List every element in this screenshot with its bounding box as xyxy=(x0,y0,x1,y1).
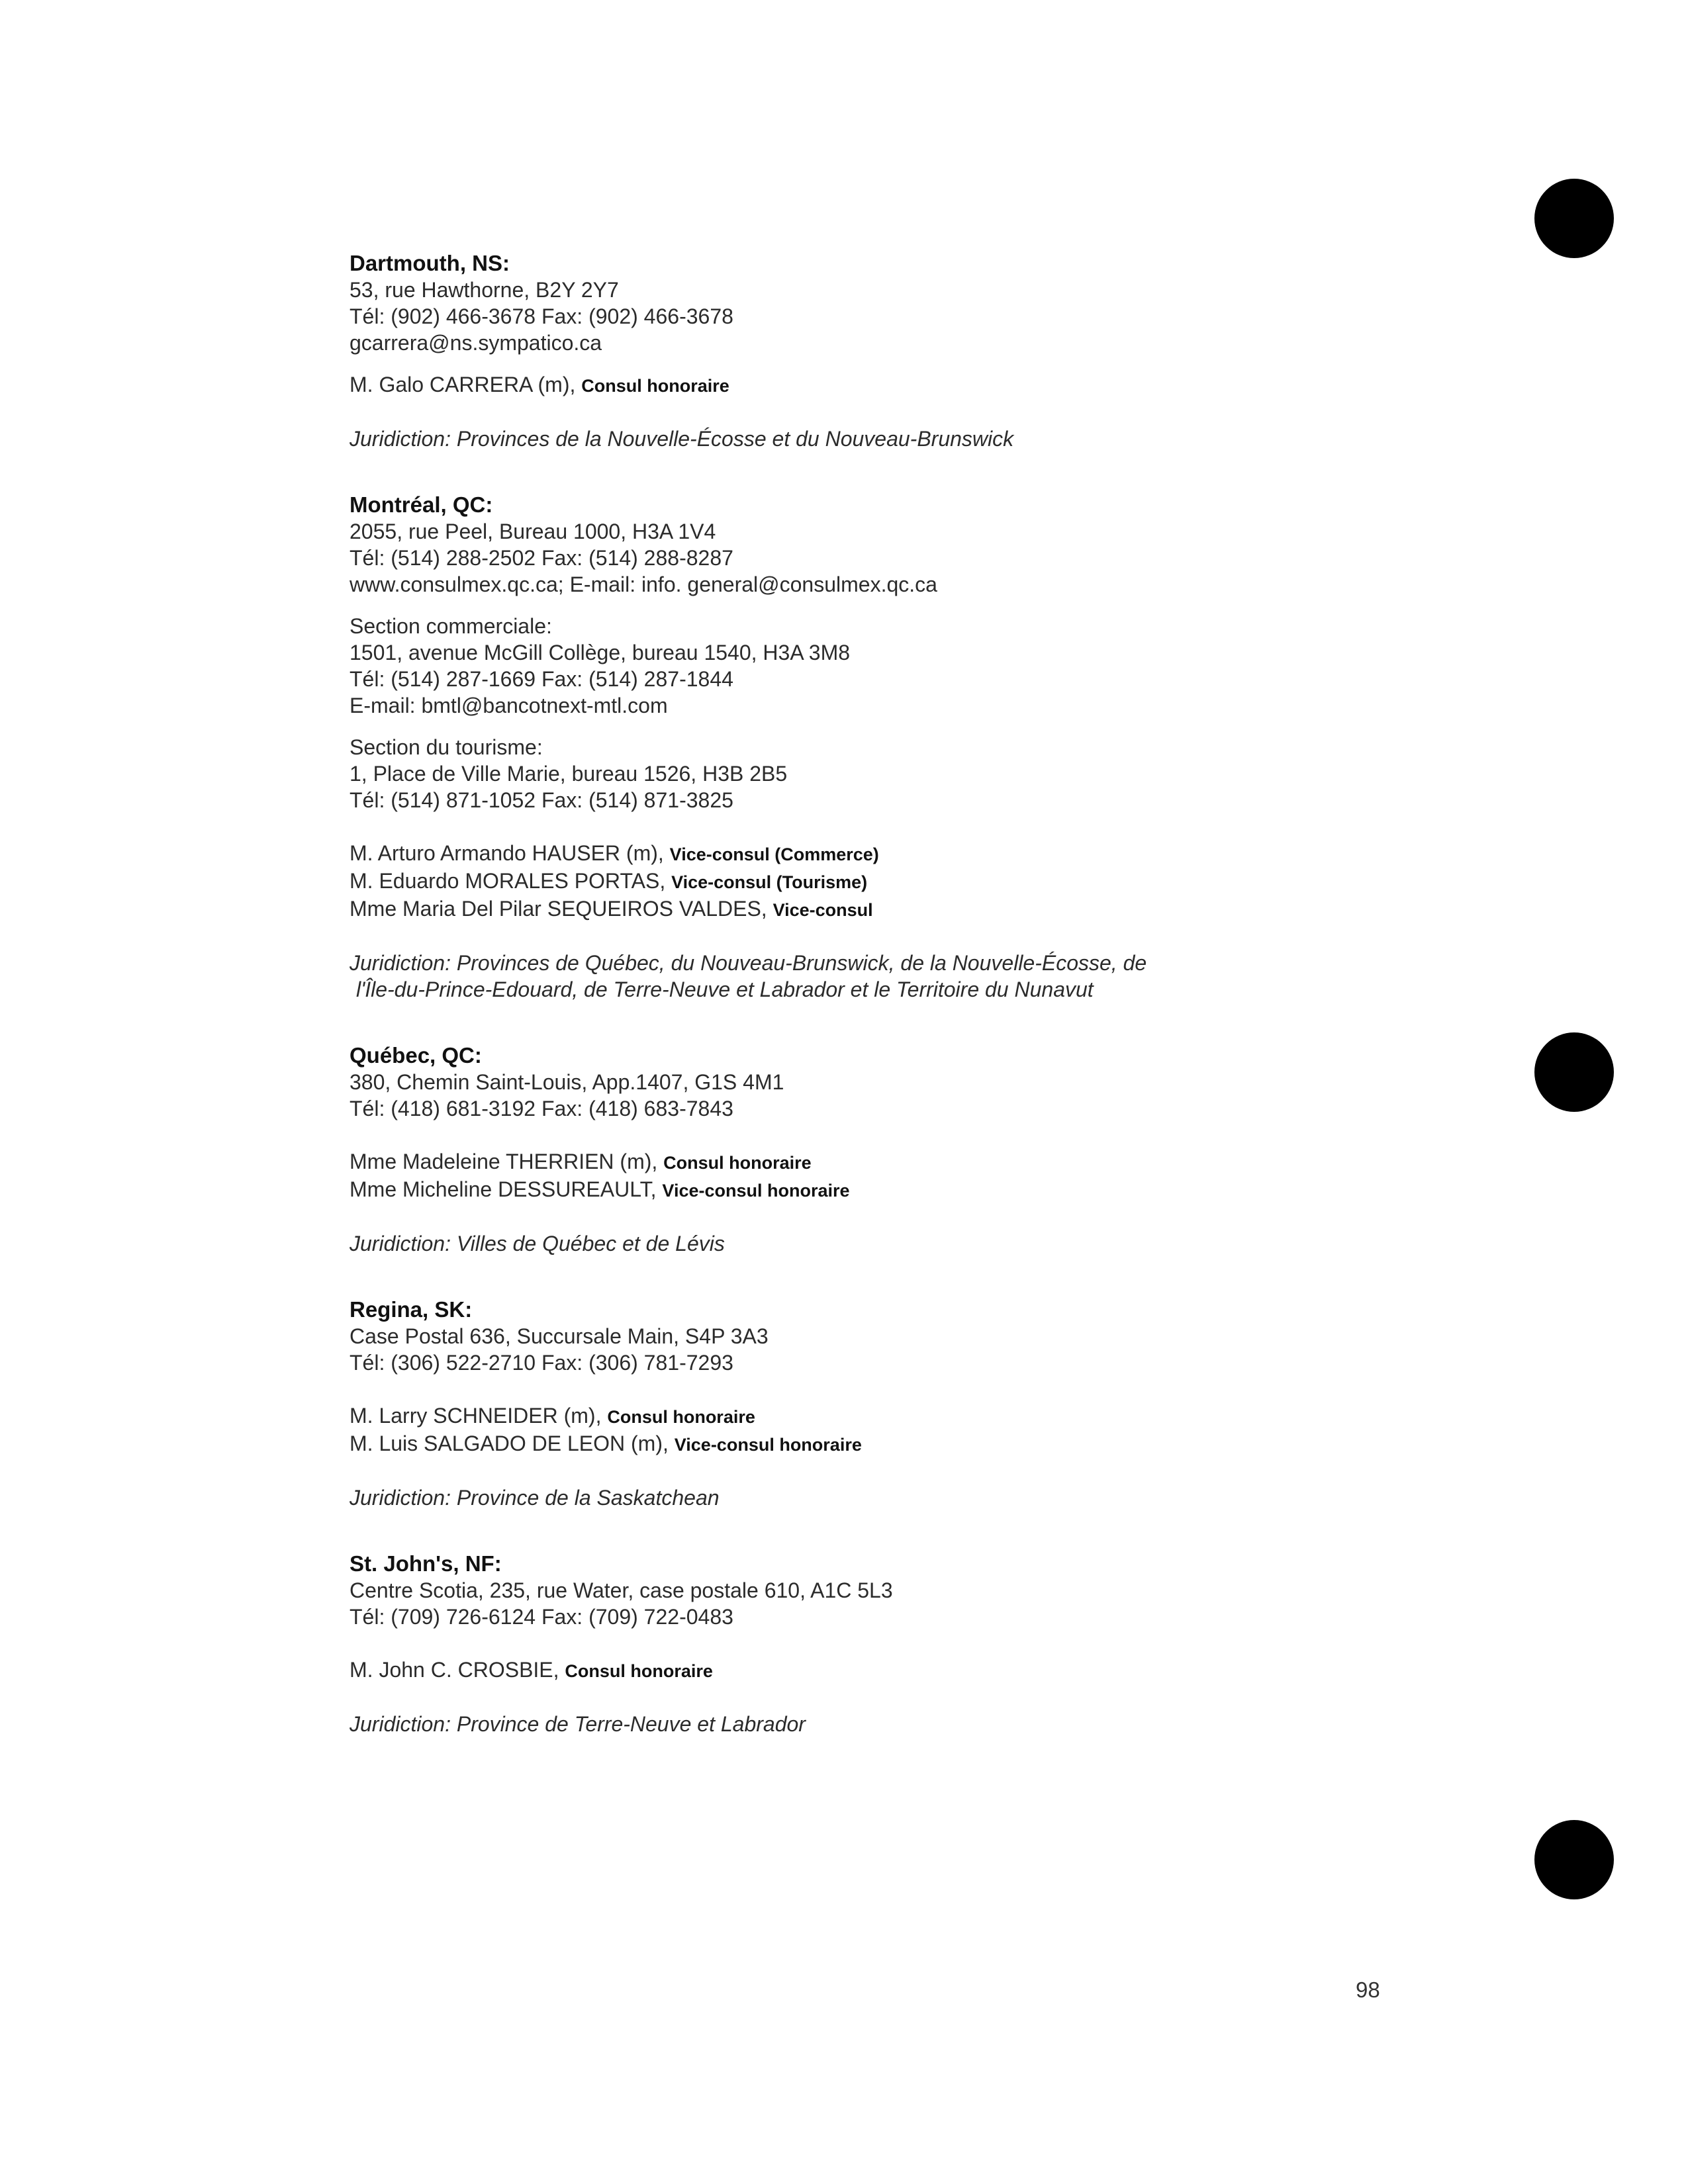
address-block xyxy=(350,518,1475,598)
section-heading: Dartmouth, NS: xyxy=(350,251,510,275)
official-name: M. Larry SCHNEIDER (m), xyxy=(350,1404,608,1428)
consulate-section xyxy=(350,1042,1475,1257)
address-line: Section du tourisme: xyxy=(350,735,543,759)
official-title: Consul honoraire xyxy=(663,1153,812,1173)
address-line: Case Postal 636, Succursale Main, S4P 3A3 xyxy=(350,1324,769,1348)
official-entry xyxy=(350,371,1475,399)
address-line: Tél: (514) 287-1669 Fax: (514) 287-1844 xyxy=(350,667,733,691)
jurisdiction-text: Juridiction: Provinces de la Nouvelle-Écosse et du Nouveau-Brunswick xyxy=(350,427,1014,451)
official-name: M. Arturo Armando HAUSER (m), xyxy=(350,841,670,865)
official-name: M. John C. CROSBIE, xyxy=(350,1658,565,1682)
section-heading: St. John's, NF: xyxy=(350,1551,502,1576)
spacer xyxy=(350,1122,1475,1148)
section-heading: Montréal, QC: xyxy=(350,492,493,517)
spacer xyxy=(350,719,1475,734)
address-block xyxy=(350,1577,1475,1630)
jurisdiction-text: l'Île-du-Prince-Edouard, de Terre-Neuve et Labrador et le Territoire du Nunavut xyxy=(356,978,1094,1001)
jurisdiction-text: Juridiction: Province de la Saskatchean xyxy=(350,1486,720,1510)
address-line: Centre Scotia, 235, rue Water, case postale 610, A1C 5L3 xyxy=(350,1578,893,1602)
official-title: Vice-consul xyxy=(773,900,873,920)
official-entry xyxy=(350,840,1475,868)
spacer xyxy=(350,1511,1475,1551)
official-entry xyxy=(350,868,1475,895)
spacer xyxy=(350,923,1475,950)
address-line: Tél: (418) 681-3192 Fax: (418) 683-7843 xyxy=(350,1097,733,1120)
official-entry xyxy=(350,1176,1475,1204)
consulate-section xyxy=(350,1551,1475,1737)
page-number: 98 xyxy=(1356,1978,1380,2002)
consulate-section xyxy=(350,250,1475,452)
punch-hole-top xyxy=(1534,179,1614,258)
official-entry xyxy=(350,1148,1475,1176)
section-heading: Regina, SK: xyxy=(350,1297,473,1322)
spacer xyxy=(350,1630,1475,1657)
address-line: Tél: (709) 726-6124 Fax: (709) 722-0483 xyxy=(350,1605,733,1629)
address-line: 2055, rue Peel, Bureau 1000, H3A 1V4 xyxy=(350,520,716,543)
spacer xyxy=(350,813,1475,840)
address-block xyxy=(350,734,1475,813)
official-title: Consul honoraire xyxy=(581,376,729,396)
official-title: Consul honoraire xyxy=(607,1407,755,1427)
jurisdiction-text: Juridiction: Villes de Québec et de Lévis xyxy=(350,1232,725,1255)
contact-line: gcarrera@ns.sympatico.ca xyxy=(350,331,602,355)
official-entry xyxy=(350,1430,1475,1458)
address-line: Section commerciale: xyxy=(350,614,552,638)
spacer xyxy=(350,1204,1475,1230)
section-heading: Québec, QC: xyxy=(350,1043,482,1068)
official-title: Vice-consul (Commerce) xyxy=(669,844,879,864)
spacer xyxy=(350,1458,1475,1484)
address-block xyxy=(350,1069,1475,1122)
address-line: 1501, avenue McGill Collège, bureau 1540, H3A 3M8 xyxy=(350,641,851,664)
official-title: Vice-consul honoraire xyxy=(674,1435,862,1455)
official-title: Vice-consul honoraire xyxy=(662,1181,850,1201)
consulate-section xyxy=(350,1297,1475,1511)
address-line: Tél: (514) 288-2502 Fax: (514) 288-8287 xyxy=(350,546,733,570)
contact-line: E-mail: bmtl@bancotnext-mtl.com xyxy=(350,694,668,717)
spacer xyxy=(350,598,1475,613)
official-name: Mme Maria Del Pilar SEQUEIROS VALDES, xyxy=(350,897,773,921)
address-line: 53, rue Hawthorne, B2Y 2Y7 xyxy=(350,278,619,302)
address-block xyxy=(350,1323,1475,1376)
official-title: Consul honoraire xyxy=(565,1661,713,1681)
spacer xyxy=(350,356,1475,371)
address-line: Tél: (514) 871-1052 Fax: (514) 871-3825 xyxy=(350,788,733,812)
official-name: M. Galo CARRERA (m), xyxy=(350,373,582,396)
address-line: 1, Place de Ville Marie, bureau 1526, H3B 2B5 xyxy=(350,762,788,786)
official-entry xyxy=(350,1402,1475,1430)
address-line: Tél: (902) 466-3678 Fax: (902) 466-3678 xyxy=(350,304,733,328)
consulate-section xyxy=(350,492,1475,1003)
spacer xyxy=(350,1003,1475,1042)
jurisdiction-text: Juridiction: Province de Terre-Neuve et Labrador xyxy=(350,1712,806,1736)
official-name: Mme Madeleine THERRIEN (m), xyxy=(350,1150,664,1173)
spacer xyxy=(350,1376,1475,1402)
spacer xyxy=(350,1684,1475,1711)
official-name: M. Luis SALGADO DE LEON (m), xyxy=(350,1432,675,1455)
spacer xyxy=(350,399,1475,426)
spacer xyxy=(350,1257,1475,1297)
contact-line: www.consulmex.qc.ca; E-mail: info. general@consulmex.qc.ca xyxy=(350,572,937,596)
official-entry xyxy=(350,1657,1475,1684)
address-block xyxy=(350,613,1475,719)
official-name: Mme Micheline DESSUREAULT, xyxy=(350,1177,663,1201)
punch-hole-bottom xyxy=(1534,1820,1614,1899)
directory-content xyxy=(350,250,1475,1737)
spacer xyxy=(350,452,1475,492)
official-title: Vice-consul (Tourisme) xyxy=(671,872,868,892)
address-line: Tél: (306) 522-2710 Fax: (306) 781-7293 xyxy=(350,1351,733,1375)
official-name: M. Eduardo MORALES PORTAS, xyxy=(350,869,672,893)
punch-hole-middle xyxy=(1534,1032,1614,1112)
address-line: 380, Chemin Saint-Louis, App.1407, G1S 4M1 xyxy=(350,1070,784,1094)
address-block xyxy=(350,277,1475,356)
official-entry xyxy=(350,895,1475,923)
jurisdiction-text: Juridiction: Provinces de Québec, du Nouveau-Brunswick, de la Nouvelle-Écosse, de xyxy=(350,951,1147,975)
